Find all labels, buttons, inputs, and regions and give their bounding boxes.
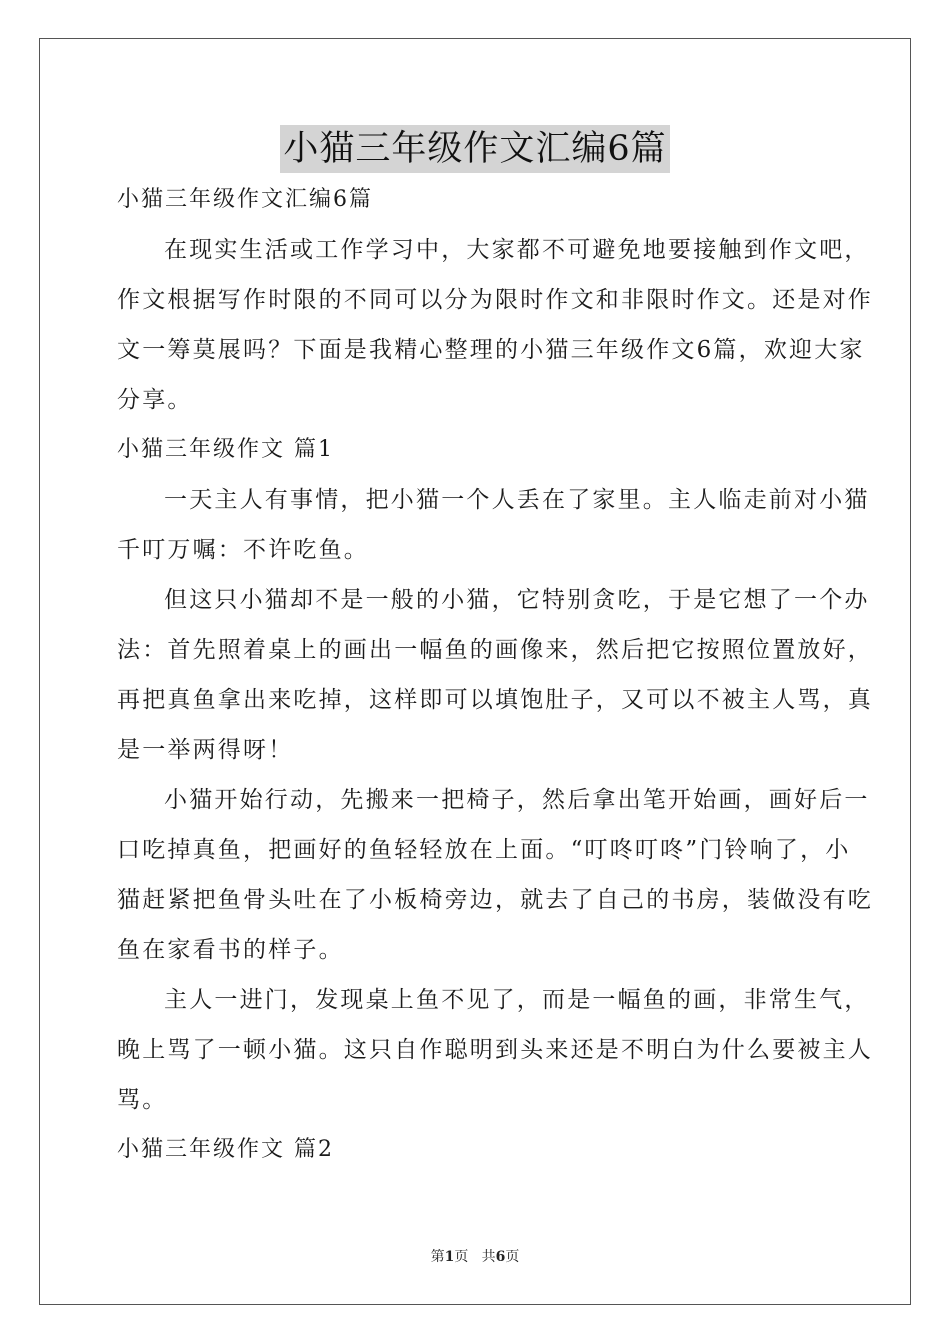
total-label-prefix: 共 xyxy=(481,1249,496,1265)
text-line: 晚上骂了一顿小猫。这只自作聪明到头来还是不明白为什么要被主人 xyxy=(117,1037,873,1063)
text-line: 法：首先照着桌上的画出一幅鱼的画像来，然后把它按照位置放好， xyxy=(117,637,873,663)
paragraph xyxy=(117,975,873,1125)
section-heading-1: 小猫三年级作文 篇1 xyxy=(117,437,334,462)
text-line: 鱼在家看书的样子。 xyxy=(117,937,344,963)
paragraph xyxy=(117,475,870,575)
text-line: 猫赶紧把鱼骨头吐在了小板椅旁边，就去了自己的书房，装做没有吃 xyxy=(117,887,873,913)
text-line: 再把真鱼拿出来吃掉，这样即可以填饱肚子，又可以不被主人骂，真 xyxy=(117,687,873,713)
intro-paragraph xyxy=(117,225,873,425)
text-line: 分享。 xyxy=(117,387,193,413)
document-body xyxy=(117,175,873,1175)
text-line: 是一举两得呀！ xyxy=(117,737,294,763)
text-line: 主人一进门，发现桌上鱼不见了，而是一幅鱼的画，非常生气， xyxy=(164,987,870,1013)
page-number: 1 xyxy=(444,1249,455,1265)
page-label-suffix: 页 xyxy=(454,1249,469,1265)
paragraph xyxy=(117,775,873,975)
text-line: 一天主人有事情，把小猫一个人丢在了家里。主人临走前对小猫 xyxy=(164,487,870,513)
text-line: 骂。 xyxy=(117,1087,168,1113)
text-line: 文一筹莫展吗？下面是我精心整理的小猫三年级作文6篇，欢迎大家 xyxy=(117,337,865,363)
text-line: 口吃掉真鱼，把画好的鱼轻轻放在上面。“叮咚叮咚”门铃响了，小 xyxy=(117,837,851,863)
page-footer xyxy=(0,1246,950,1266)
text-line: 小猫开始行动，先搬来一把椅子，然后拿出笔开始画，画好后一 xyxy=(164,787,870,813)
document-subtitle: 小猫三年级作文汇编6篇 xyxy=(117,187,373,212)
page-label-prefix: 第 xyxy=(430,1249,445,1265)
paragraph xyxy=(117,575,873,775)
text-line: 作文根据写作时限的不同可以分为限时作文和非限时作文。还是对作 xyxy=(117,287,873,313)
text-line: 千叮万嘱：不许吃鱼。 xyxy=(117,537,369,563)
document-title: 小猫三年级作文汇编6篇 xyxy=(280,125,669,173)
total-pages: 6 xyxy=(495,1249,506,1265)
total-label-suffix: 页 xyxy=(505,1249,520,1265)
text-line: 在现实生活或工作学习中，大家都不可避免地要接触到作文吧， xyxy=(164,237,870,263)
text-line: 但这只小猫却不是一般的小猫，它特别贪吃，于是它想了一个办 xyxy=(164,587,870,613)
title-container xyxy=(0,125,950,173)
section-heading-2: 小猫三年级作文 篇2 xyxy=(117,1137,334,1162)
